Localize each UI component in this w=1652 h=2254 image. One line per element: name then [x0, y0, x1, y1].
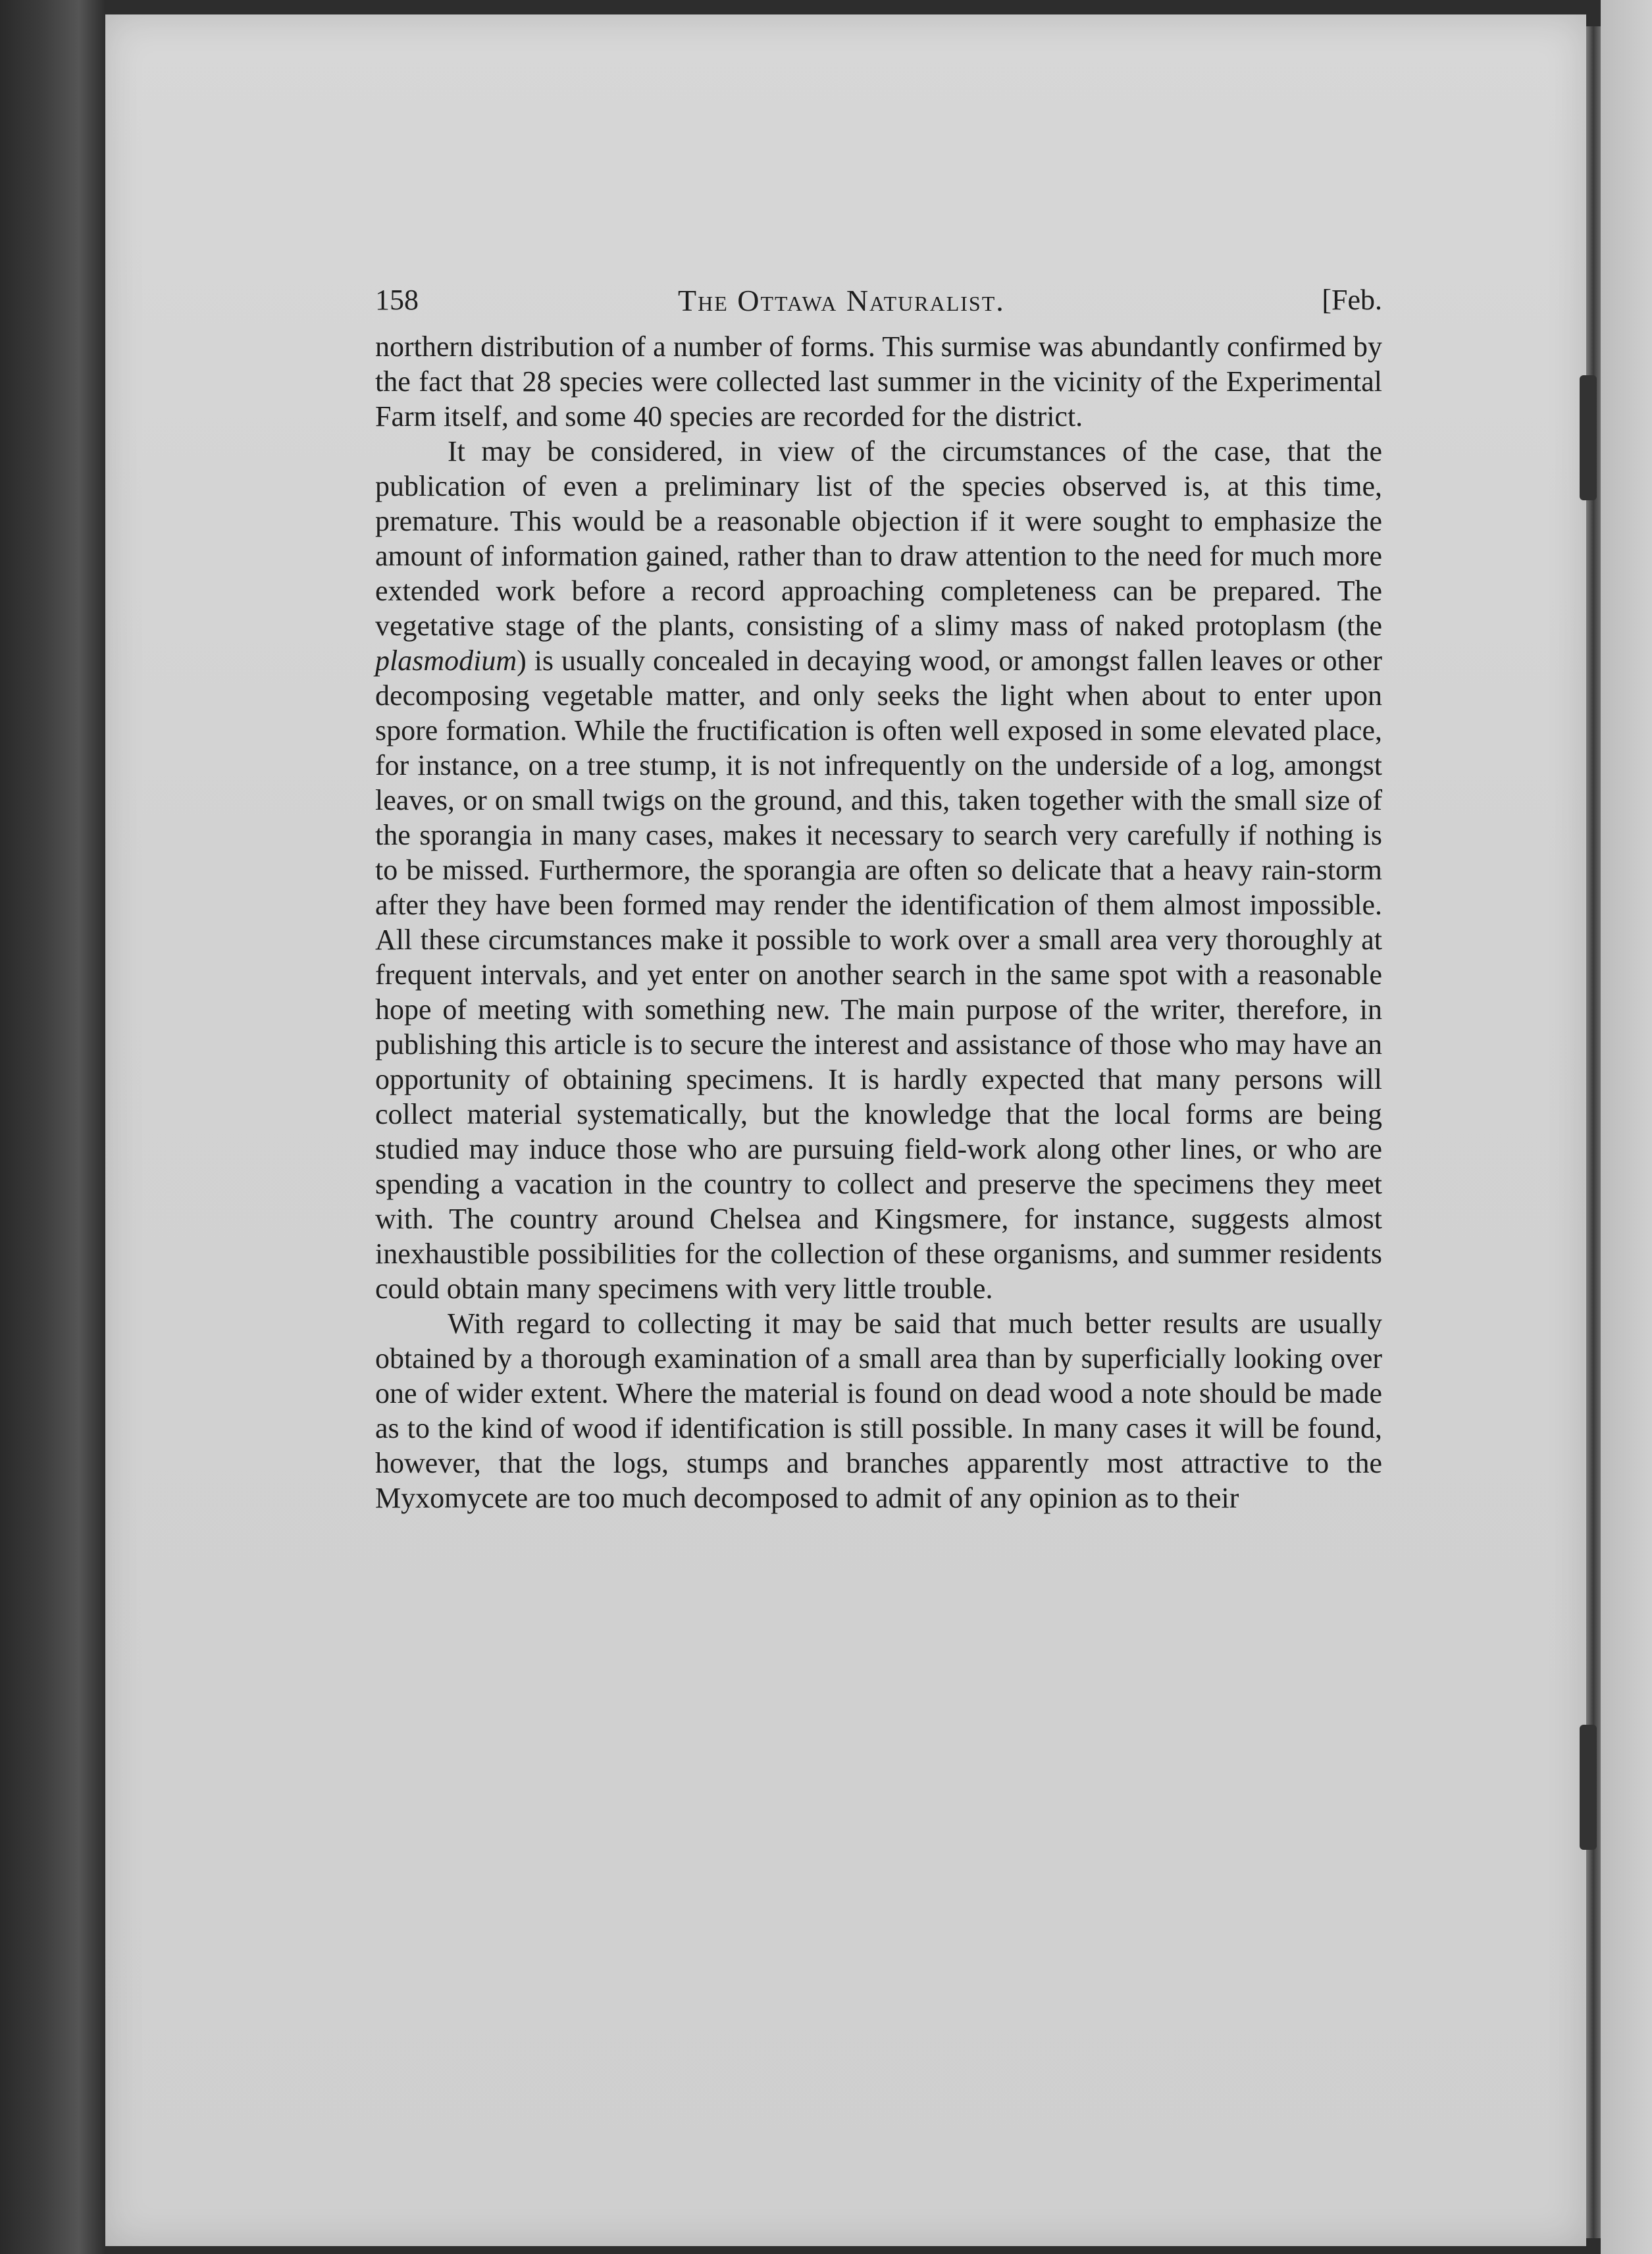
- journal-title: The Ottawa Naturalist.: [678, 284, 1005, 317]
- text-block: [375, 276, 1382, 1515]
- facing-page-edge: [1601, 0, 1652, 2254]
- running-head: [375, 276, 1382, 329]
- paragraph-3: With regard to collecting it may be said that much better results are usually obtained by a thorough examination of a small area than by superficially looking over one of wider extent. Where the material is found on dead wood a note should be made as to the kind of wood if identification is still possible. In many cases it will be found, however, that the logs, stumps and branches apparently most attractive to the Myxomycete are too much decomposed to admit of any opinion as to their: [375, 1307, 1382, 1514]
- binding-clip-top: [1580, 375, 1597, 500]
- page-gutter: [1586, 26, 1601, 2238]
- issue-month: [Feb.: [1322, 284, 1382, 316]
- binding-clip-bottom: [1580, 1725, 1597, 1850]
- paragraph-2-italic-term: plasmodium: [375, 644, 517, 677]
- paragraph-2-text-end: ) is usually concealed in decaying wood, or amongst fallen leaves or other decomposing vegetable matter, and only seeks the light when about to enter upon spore formation. While the fructification is often well exposed in some elevated place, for instance, on a tree stump, it is not infrequently on the underside of a log, amongst leaves, or on small twigs on the ground, and this, taken together with the small size of the sporangia in many cases, makes it necessary to search very carefully if nothing is to be missed. Furthermore, the sporangia are often so delicate that a heavy rain-storm after they have been formed may render the identification of them almost impossible. All these circumstances make it possible to work over a small area very thoroughly at frequent intervals, and yet enter on another search in the same spot with a reasonable hope of meeting with something new. The main purpose of the writer, therefore, in publishing this article is to secure the interest and assistance of those who may have an opportunity of obtaining specimens. It is hardly expected that many persons will collect material systematically, but the knowledge that the local forms are being studied may induce those who are pursuing field-work along other lines, or who are spending a vacation in the country to collect and preserve the specimens they meet with. The country around Chelsea and Kingsmere, for instance, suggests almost inexhaustible possibilities for the collection of these organisms, and summer residents could obtain many specimens with very little trouble.: [375, 644, 1382, 1305]
- paragraph-2: [375, 434, 1382, 1306]
- article-body: [375, 329, 1382, 1515]
- paragraph-2-text-start: It may be considered, in view of the circumstances of the case, that the publication of even a preliminary list of the species observed is, at this time, premature. This would be a reasonable objection if it were sought to emphasize the amount of information gained, rather than to draw attention to the need for much more extended work before a record approaching completeness can be prepared. The vegetative stage of the plants, consisting of a slimy mass of naked protoplasm (the: [375, 435, 1382, 642]
- paragraph-1: northern distribution of a number of forms. This surmise was abundantly confirmed by the fact that 28 species were collected last summer in the vicinity of the Experimental Farm itself, and some 40 species are recorded for the district.: [375, 330, 1382, 432]
- page-number: 158: [375, 284, 419, 316]
